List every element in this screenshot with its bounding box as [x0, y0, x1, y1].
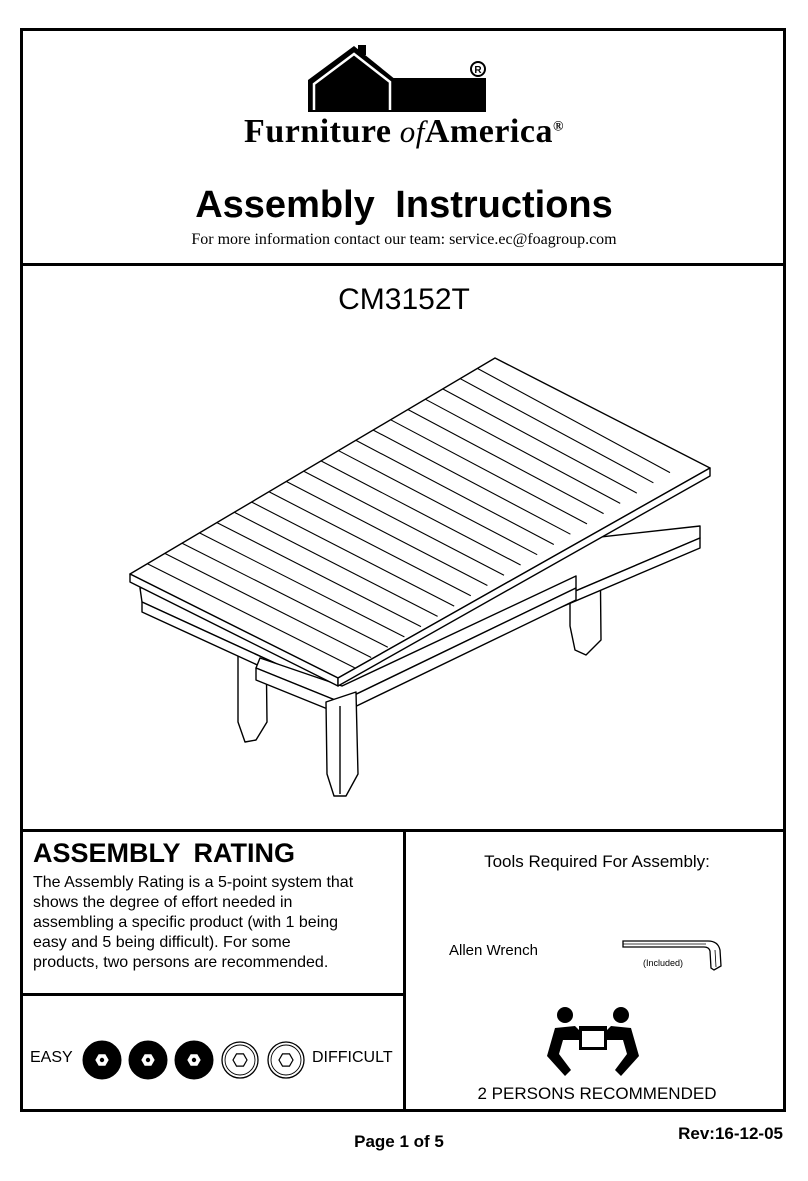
- rating-text-line: The Assembly Rating is a 5-point system that: [33, 874, 354, 891]
- brand-furniture: Furniture: [244, 113, 392, 150]
- allen-wrench-label: Allen Wrench: [449, 942, 538, 959]
- rating-dot-filled: [175, 1041, 213, 1079]
- rating-text-line: products, two persons are recommended.: [33, 954, 329, 971]
- rating-text-line: assembling a specific product (with 1 being: [33, 914, 339, 931]
- document-title: Assembly Instructions: [195, 184, 613, 226]
- two-persons-lifting-icon: [541, 1004, 645, 1078]
- easy-label: EASY: [30, 1049, 73, 1066]
- included-note: (Included): [643, 958, 684, 968]
- model-number: CM3152T: [338, 283, 470, 316]
- rating-text-line: shows the degree of effort needed in: [33, 894, 293, 911]
- brand-of: of: [399, 114, 425, 149]
- rating-dot-filled: [83, 1041, 121, 1079]
- rating-divider: [20, 993, 405, 996]
- contact-line: For more information contact our team: service.ec@foagroup.com: [191, 231, 617, 248]
- brand-america: America: [424, 113, 553, 150]
- header-divider: [20, 263, 786, 266]
- persons-recommended-label: 2 PERSONS RECOMMENDED: [477, 1084, 717, 1103]
- house-logo-icon: [300, 44, 492, 114]
- column-divider: [403, 829, 406, 1112]
- rating-dot-filled: [129, 1041, 167, 1079]
- rating-scale: [80, 1037, 312, 1083]
- tools-required-title: Tools Required For Assembly:: [484, 852, 710, 871]
- difficult-label: DIFFICULT: [312, 1049, 393, 1066]
- assembly-rating-description: [33, 873, 403, 973]
- brand-name: [0, 113, 808, 151]
- rating-dot-empty: [268, 1042, 304, 1078]
- assembly-rating-title: ASSEMBLY RATING: [33, 838, 296, 868]
- table-illustration: [120, 350, 720, 800]
- revision-label: Rev:16-12-05: [678, 1124, 783, 1143]
- rating-dot-empty: [222, 1042, 258, 1078]
- rating-text-line: easy and 5 being difficult). For some: [33, 934, 291, 951]
- brand-registered: ®: [552, 119, 564, 135]
- svg-text:R: R: [474, 65, 482, 76]
- page-number: Page 1 of 5: [354, 1132, 444, 1151]
